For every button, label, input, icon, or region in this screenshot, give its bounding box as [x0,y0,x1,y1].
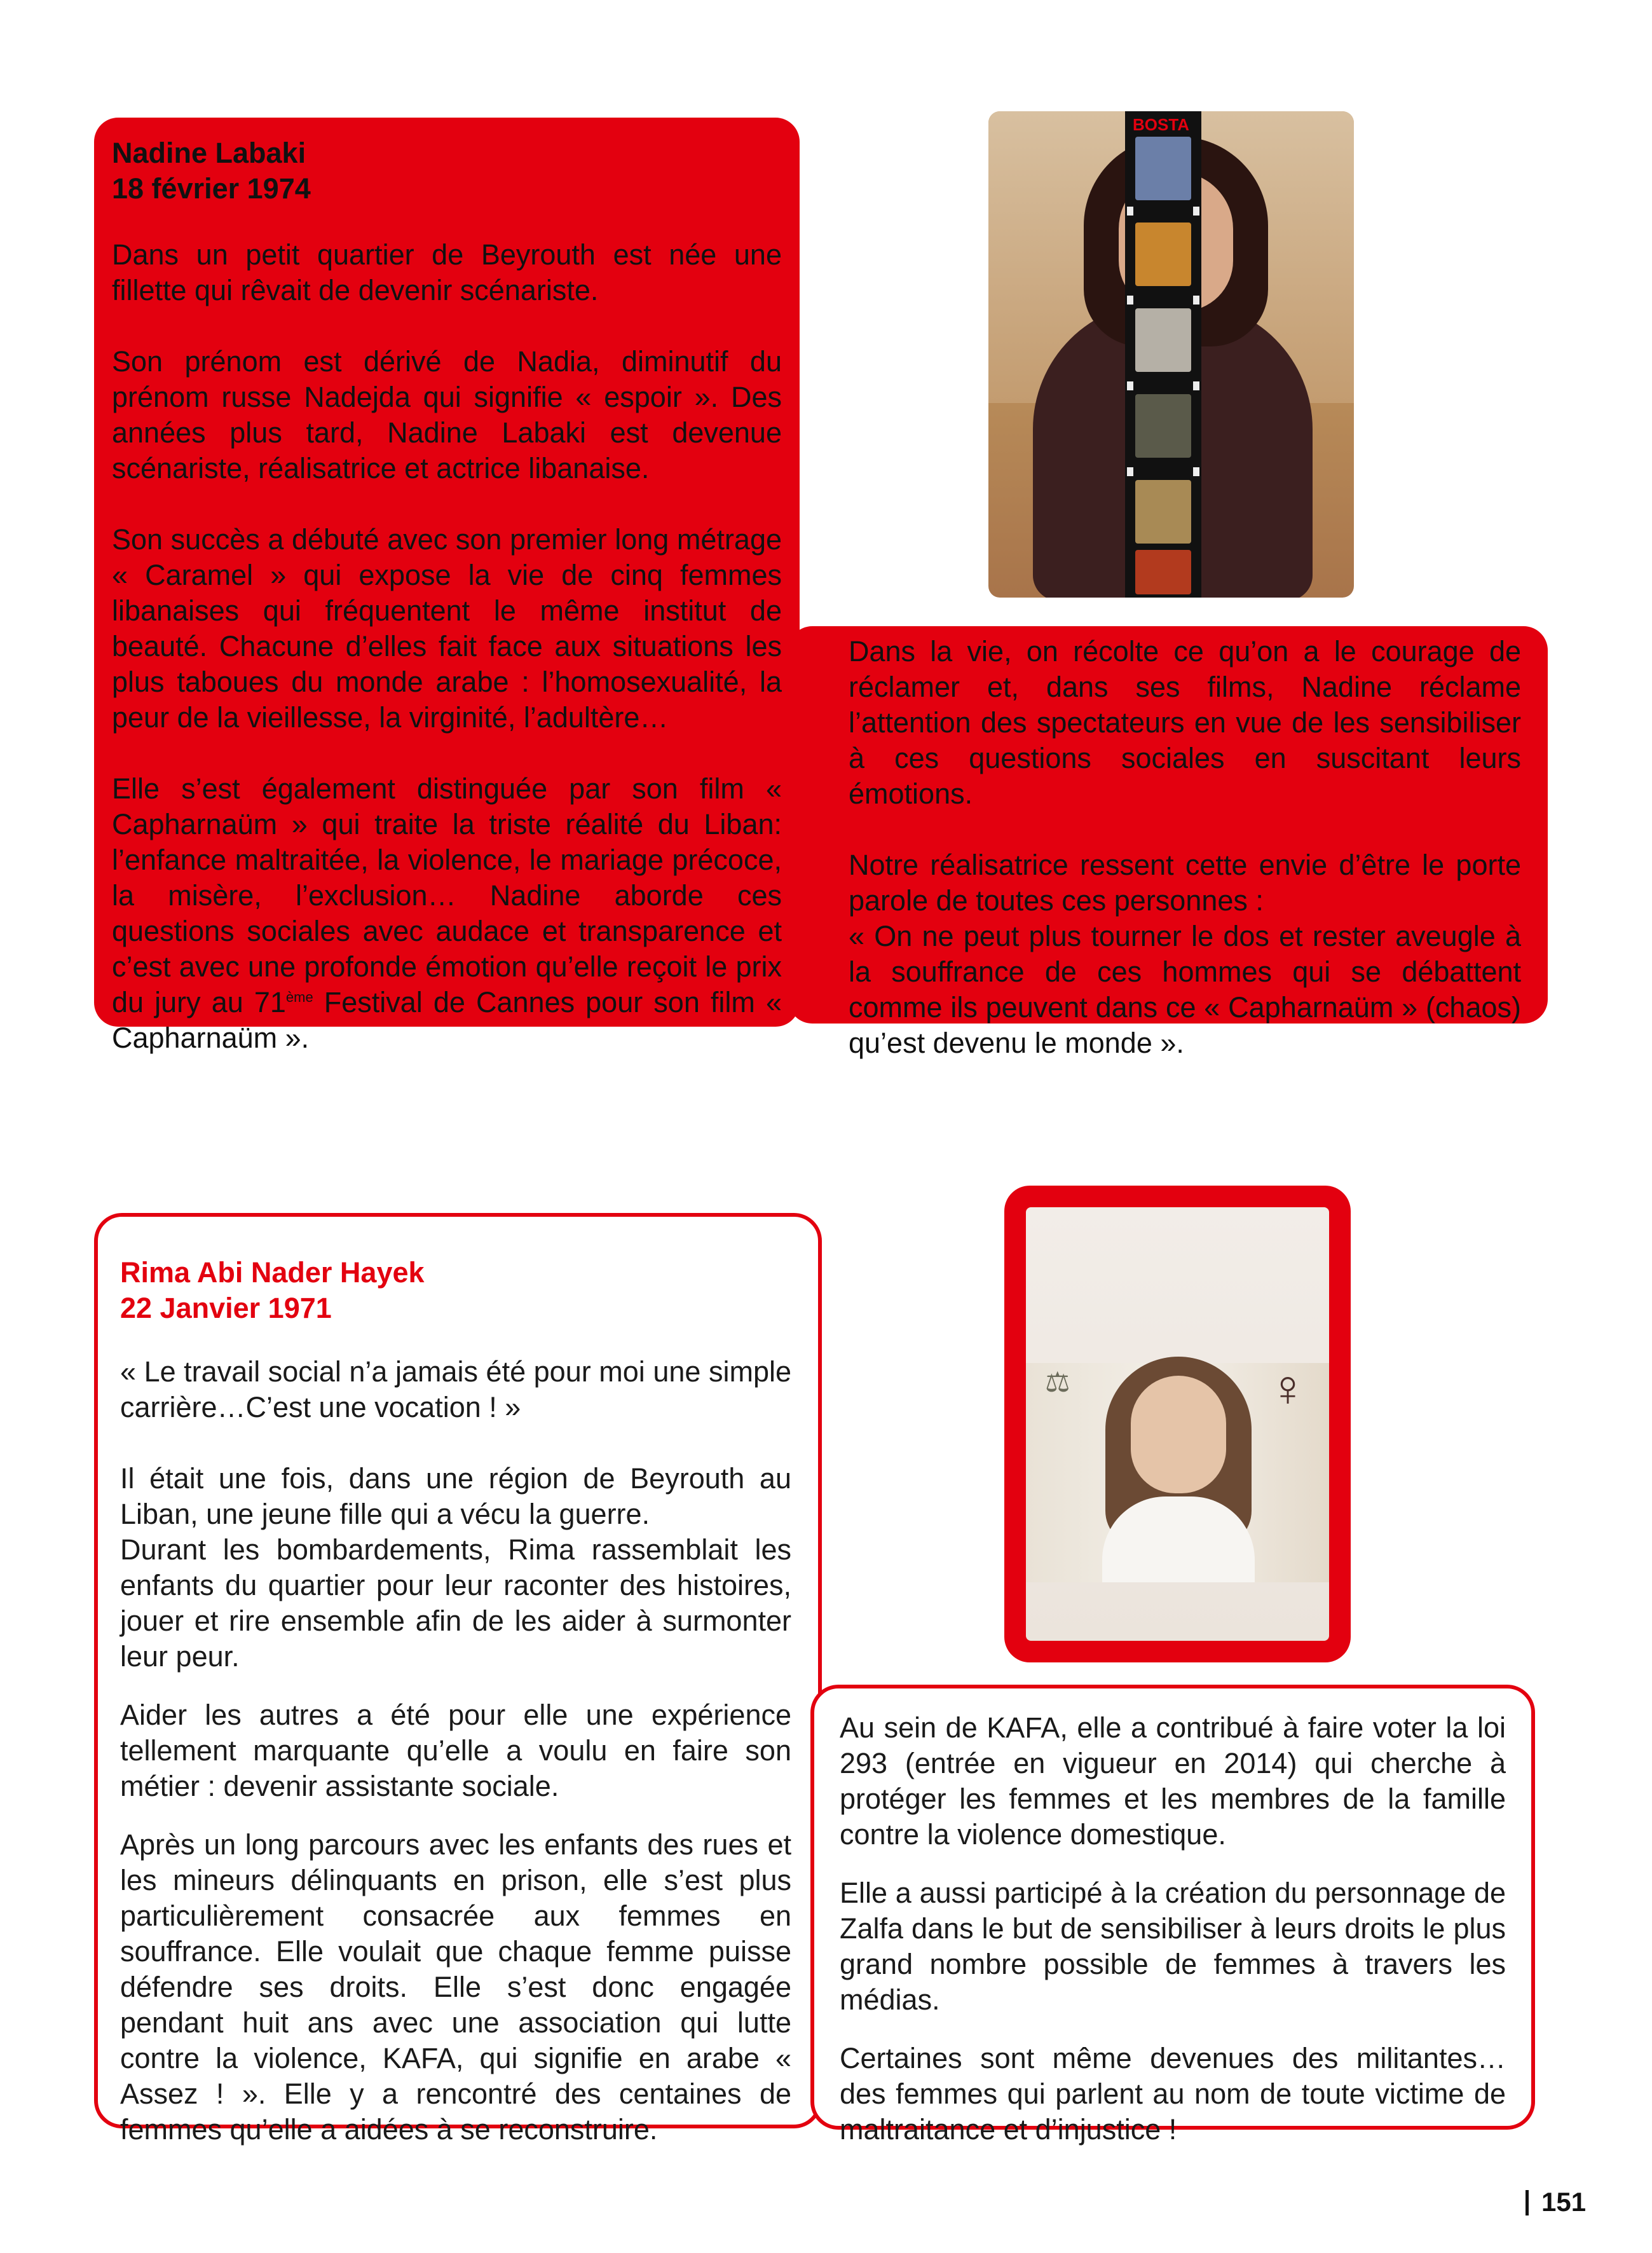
nadine-name: Nadine Labaki [112,137,306,169]
film-perforation [1193,381,1199,390]
page-number-divider [1526,2190,1529,2215]
rima-right-box [810,1685,1535,2146]
female-fist-icon: ♀ [1269,1360,1307,1416]
nadine-quote: « On ne peut plus tourner le dos et rester aveugle à la souffrance de ces hommes qui se débattent comme ils peuvent dans ce « Capharnaüm » (chaos) qu’est devenu le monde ». [849,920,1521,1059]
film-frame [1135,137,1191,200]
rima-right-paragraph-3: Certaines sont même devenues des militantes… des femmes qui parlent au nom de toute victime de maltraitance et d’injustice ! [840,2042,1506,2146]
nadine-right-paragraph-2: Notre réalisatrice ressent cette envie d’être le porte parole de toutes ces personnes : [849,849,1521,917]
rima-paragraph-3: Aider les autres a été pour elle une expérience tellement marquante qu’elle a voulu en faire son métier : devenir assistante sociale. [120,1699,791,1802]
rima-right-paragraph-2: Elle a aussi participé à la création du personnage de Zalfa dans le but de sensibiliser à leurs droits le plus grand nombre possible de femmes à travers les médias. [840,1877,1506,2016]
family-symbol-icon: ⚖ [1045,1367,1070,1398]
film-frame [1135,550,1191,594]
rima-left-box [94,1213,822,2146]
rima-photo-frame [1004,1186,1351,1662]
photo-face [1131,1376,1226,1493]
film-perforation [1193,207,1199,216]
rima-birthdate: 22 Janvier 1971 [120,1292,332,1324]
rima-name: Rima Abi Nader Hayek [120,1256,425,1289]
rima-paragraph-4: Après un long parcours avec les enfants des rues et les mineurs délinquants en prison, elle s’est plus particulièrement consacrée aux femmes en souffrance. Elle voulait que chaque femme puisse défendre ses droits. Elle s’est donc engagée pendant huit ans avec une association qui lutte contre la violence, KAFA, qui signifie en arabe « Assez ! ». Elle y a rencontré des centaines de femmes qu’elle a aidées à se reconstruire. [120,1828,791,2146]
filmstrip-icon [1125,111,1201,598]
nadine-paragraph-1: Dans un petit quartier de Beyrouth est née une fillette qui rêvait de devenir scénariste. [112,238,782,306]
film-frame [1135,394,1191,458]
nadine-paragraph-4-text: Elle s’est également distinguée par son film « Capharnaüm » qui traite la triste réalité du Liban: l’enfance maltraitée, la violence, le mariage précoce, la misère, l’exclusion… Nadine aborde ces questions sociales avec audace et transparence et c’est avec une profonde émotion qu’elle reçoit le prix du jury au 71 [112,772,782,1018]
rima-quote: « Le travail social n’a jamais été pour moi une simple carrière…C’est une vocation ! » [120,1355,791,1423]
nadine-right-paragraph-1: Dans la vie, on récolte ce qu’on a le courage de réclamer et, dans ses films, Nadine réclame l’attention des spectateurs en vue de les sensibiliser à ces questions sociales en suscitant leurs émotions. [849,635,1521,810]
film-perforation [1193,467,1199,476]
nadine-paragraph-2: Son prénom est dérivé de Nadia, diminutif du prénom russe Nadejda qui signifie « espoir ». Des années plus tard, Nadine Labaki est devenue scénariste, réalisatrice et actrice libanaise. [112,345,782,484]
rima-right-paragraph-1: Au sein de KAFA, elle a contribué à faire voter la loi 293 (entrée en vigueur en 2014) qui cherche à protéger les femmes et les membres de la famille contre la violence domestique. [840,1711,1506,1851]
nadine-birthdate: 18 février 1974 [112,172,311,205]
film-frame [1135,308,1191,372]
film-perforation [1127,207,1133,216]
nadine-left-box [94,118,800,1054]
rima-paragraph-2: Durant les bombardements, Rima rassemblait les enfants du quartier pour leur raconter des histoires, jouer et rire ensemble afin de les aider à surmonter leur peur. [120,1533,791,1673]
page-number: 151 [1541,2187,1587,2217]
film-perforation [1127,296,1133,305]
rima-photo [1026,1207,1329,1641]
film-perforation [1193,296,1199,305]
film-frame [1135,223,1191,286]
ordinal-superscript: ème [285,989,313,1005]
nadine-right-box [788,626,1548,1059]
nadine-paragraph-3: Son succès a débuté avec son premier long métrage « Caramel » qui expose la vie de cinq femmes libanaises qui fréquentent le même institut de beauté. Chacune d’elles fait face aux situations les plus taboues du monde arabe : l’homosexualité, la peur de la vieillesse, la virginité, l’adultère… [112,523,782,734]
film-perforation [1127,467,1133,476]
rima-paragraph-1: Il était une fois, dans une région de Beyrouth au Liban, une jeune fille qui a vécu la guerre. [120,1462,791,1530]
filmstrip-caption: BOSTA [1133,115,1190,134]
film-perforation [1127,381,1133,390]
nadine-paragraph-4 [112,771,782,1056]
nadine-paragraph-4-end: Festival de Cannes pour son film « Capharnaüm ». [112,986,782,1054]
nadine-photo [988,111,1354,598]
film-frame [1135,480,1191,544]
